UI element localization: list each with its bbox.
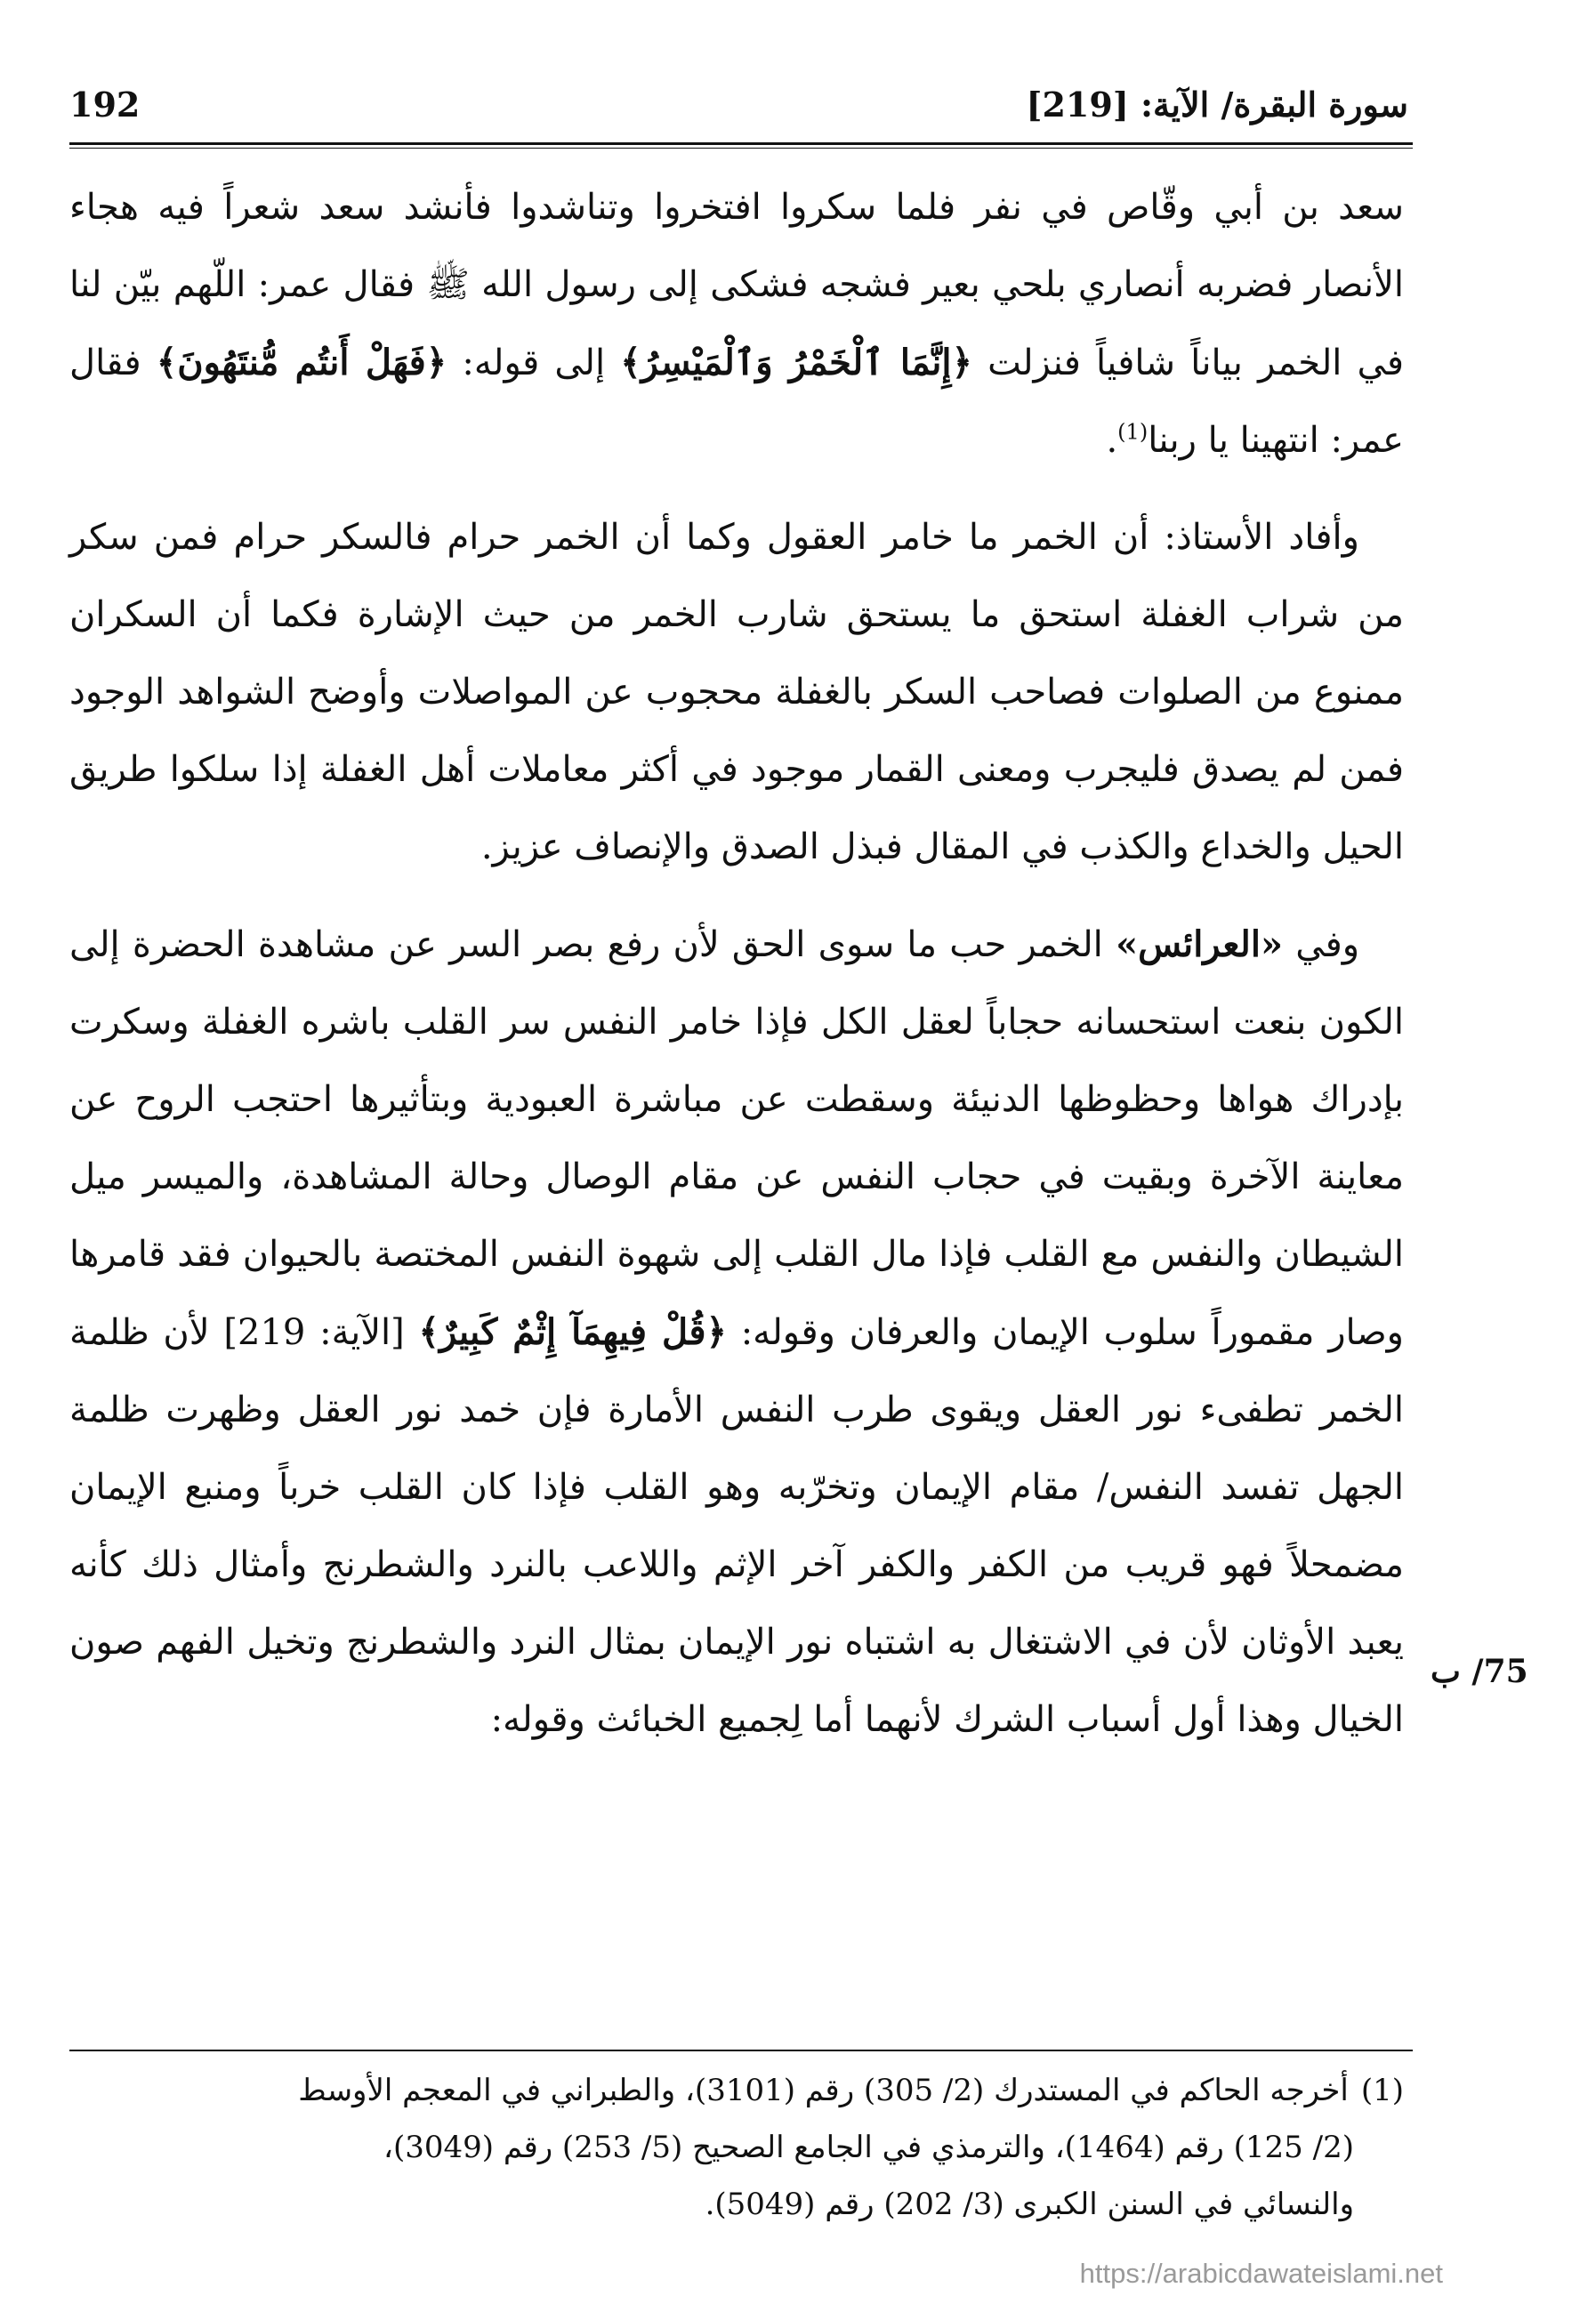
paragraph-1-mid: إلى قوله: [462, 342, 606, 383]
footnote-number: (1) [1360, 2073, 1404, 2108]
paragraph-1 [69, 169, 1404, 479]
footnotes [69, 2062, 1404, 2233]
footnote-line-2: (2/ 125) رقم (1464)، والترمذي في الجامع الصحيح (5/ 253) رقم (3049)، [383, 2130, 1354, 2165]
paragraph-1-end: فقال عمر: انتهينا يا ربنا [69, 342, 1404, 461]
page-number: 192 [69, 85, 141, 125]
page-header [69, 85, 1408, 136]
header-rule [69, 142, 1413, 145]
paragraph-1-text: سعد بن أبي وقّاص في نفر فلما سكروا افتخروا وتناشدوا فأنشد سعد شعراً فيه هجاء الأنصار فضربه أنصاري بلحي بعير فشجه فشكى إلى رسول الله ﷺ فقال عمر: اللّهم بيّن لنا في الخمر بياناً شافياً فنزلت [69, 187, 1405, 383]
quran-quote: ﴿فَهَلْ أَنتُم مُّنتَهُونَ﴾ [156, 342, 447, 383]
paragraph-1-final: . [1106, 420, 1118, 461]
main-text [69, 169, 1404, 1778]
footnote-reference[interactable]: (1) [1117, 419, 1149, 445]
paragraph-3-rest: [الآية: 219] لأن ظلمة الخمر تطفىء نور العقل ويقوى طرب النفس الأمارة فإن خمد نور العقل وظهرت ظلمة الجهل تفسد النفس/ مقام الإيمان وتخرّبه وهو القلب فإذا كان القلب خرباً ومنبع الإيمان مضمحلاً فهو قريب من الكفر والكفر آخر الإثم واللاعب بالنرد والشطرنج وأمثال ذلك كأنه يعبد الأوثان لأن في الاشتغال به اشتباه نور الإيمان بمثال النرد والشطرنج وتخيل الفهم صون الخيال وهذا أول أسباب الشرك لأنهما أما لِجميع الخبائث وقوله: [69, 1312, 1404, 1740]
footnote-rule [69, 2050, 1413, 2051]
quran-quote: ﴿قُلْ فِيهِمَآ إِثْمٌ كَبِيرٌ﴾ [418, 1311, 727, 1353]
book-title: «العرائس» [1116, 923, 1283, 965]
running-title: سورة البقرة/ الآية: [219] [1026, 85, 1408, 125]
footnote-text: أخرجه الحاكم في المستدرك (2/ 305) رقم (3101)، والطبراني في المعجم الأوسط [298, 2073, 1349, 2108]
footnote-line-1 [69, 2062, 1404, 2119]
footnote-line-3: والنسائي في السنن الكبرى (3/ 202) رقم (5049). [705, 2187, 1354, 2222]
paragraph-2-text: وأفاد الأستاذ: أن الخمر ما خامر العقول وكما أن الخمر حرام فالسكر حرام فمن سكر من شراب الغفلة استحق ما يستحق شارب الخمر من حيث الإشارة فكما أن السكران ممنوع من الصلوات فصاحب السكر بالغفلة محجوب عن المواصلات وأوضح الشواهد الوجود فمن لم يصدق فليجرب ومعنى القمار موجود في أكثر معاملات أهل الغفلة إذا سلكوا طريق الحيل والخداع والكذب في المقال فبذل الصدق والإنصاف عزيز. [69, 517, 1404, 867]
watermark-url[interactable]: https://arabicdawateislami.net [1079, 2258, 1443, 2289]
quran-quote: ﴿إِنَّمَا ٱلْخَمْرُ وَٱلْمَيْسِرُ﴾ [620, 342, 972, 383]
paragraph-3-text: الخمر حب ما سوى الحق لأن رفع بصر السر عن مشاهدة الحضرة إلى الكون بنعت استحسانه حجاباً لعقل الكل فإذا خامر النفس سر القلب باشره الغفلة وسكرت بإدراك هواها وحظوظها الدنيئة وسقطت عن مباشرة العبودية وبتأثيرها احتجب الروح عن معاينة الآخرة وبقيت في حجاب النفس عن مقام الوصال وحالة المشاهدة، والميسر ميل الشيطان والنفس مع القلب فإذا مال القلب إلى شهوة النفس المختصة بالحيوان فقد قامرها وصار مقموراً سلوب الإيمان والعرفان وقوله: [69, 924, 1404, 1353]
paragraph-2 [69, 499, 1404, 886]
paragraph-3 [69, 906, 1404, 1759]
paragraph-3-lead: وفي [1295, 924, 1360, 965]
header-rule-thin [69, 148, 1413, 149]
manuscript-folio-note: 75/ ب [1431, 1653, 1528, 1690]
